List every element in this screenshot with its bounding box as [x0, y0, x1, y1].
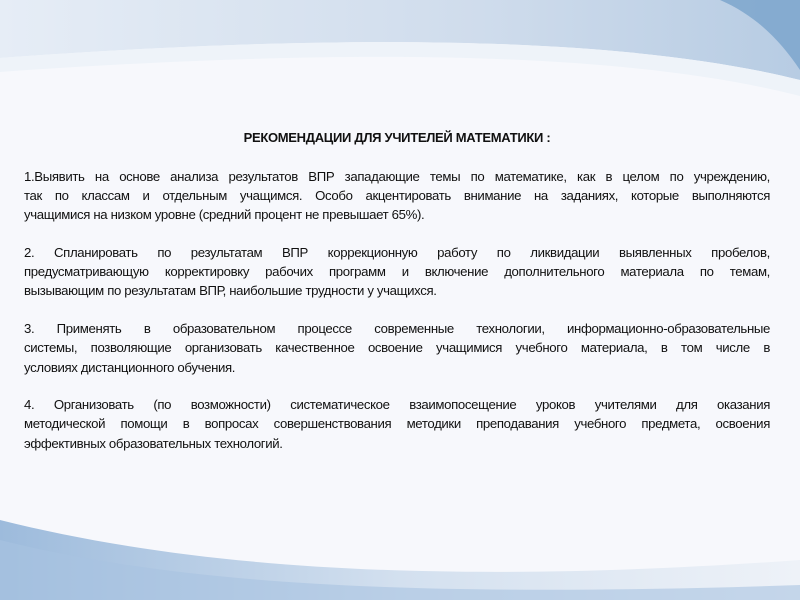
text-line: 4. Организовать (по возможности) систематическое взаимопосещение уроков учителями для оказания [24, 397, 770, 413]
slide-content [24, 128, 770, 471]
recommendation-item-3 [24, 319, 770, 377]
text-line: предусматривающую корректировку рабочих программ и включение дополнительного материала по темам, [24, 264, 770, 280]
text-line: 2. Спланировать по результатам ВПР коррекционную работу по ликвидации выявленных пробелов, [24, 245, 770, 261]
text-line: 3. Применять в образовательном процессе современные технологии, информационно-образовательные [24, 321, 770, 337]
text-line: учащимися на низком уровне (средний процент не превышает 65%). [24, 207, 425, 223]
text-line: условиях дистанционного обучения. [24, 359, 236, 375]
text-line: так по классам и отдельным учащимся. Особо акцентировать внимание на заданиях, которые выполняются [24, 188, 770, 204]
text-line: 1.Выявить на основе анализа результатов ВПР западающие темы по математике, как в целом по учреждению, [24, 169, 770, 184]
text-line: вызывающим по результатам ВПР, наибольшие трудности у учащихся. [24, 283, 437, 299]
recommendation-item-1 [24, 167, 770, 225]
slide-title: РЕКОМЕНДАЦИИ ДЛЯ УЧИТЕЛЕЙ МАТЕМАТИКИ : [243, 130, 551, 145]
text-line: системы, позволяющие организовать качественное освоение учащимися учебного материала, в том числе в [24, 340, 770, 356]
text-line: методической помощи в вопросах совершенствования методики преподавания учебного предмета, освоения [24, 416, 770, 432]
recommendation-item-2 [24, 243, 770, 301]
text-line: эффективных образовательных технологий. [24, 435, 283, 451]
recommendation-item-4 [24, 395, 770, 453]
